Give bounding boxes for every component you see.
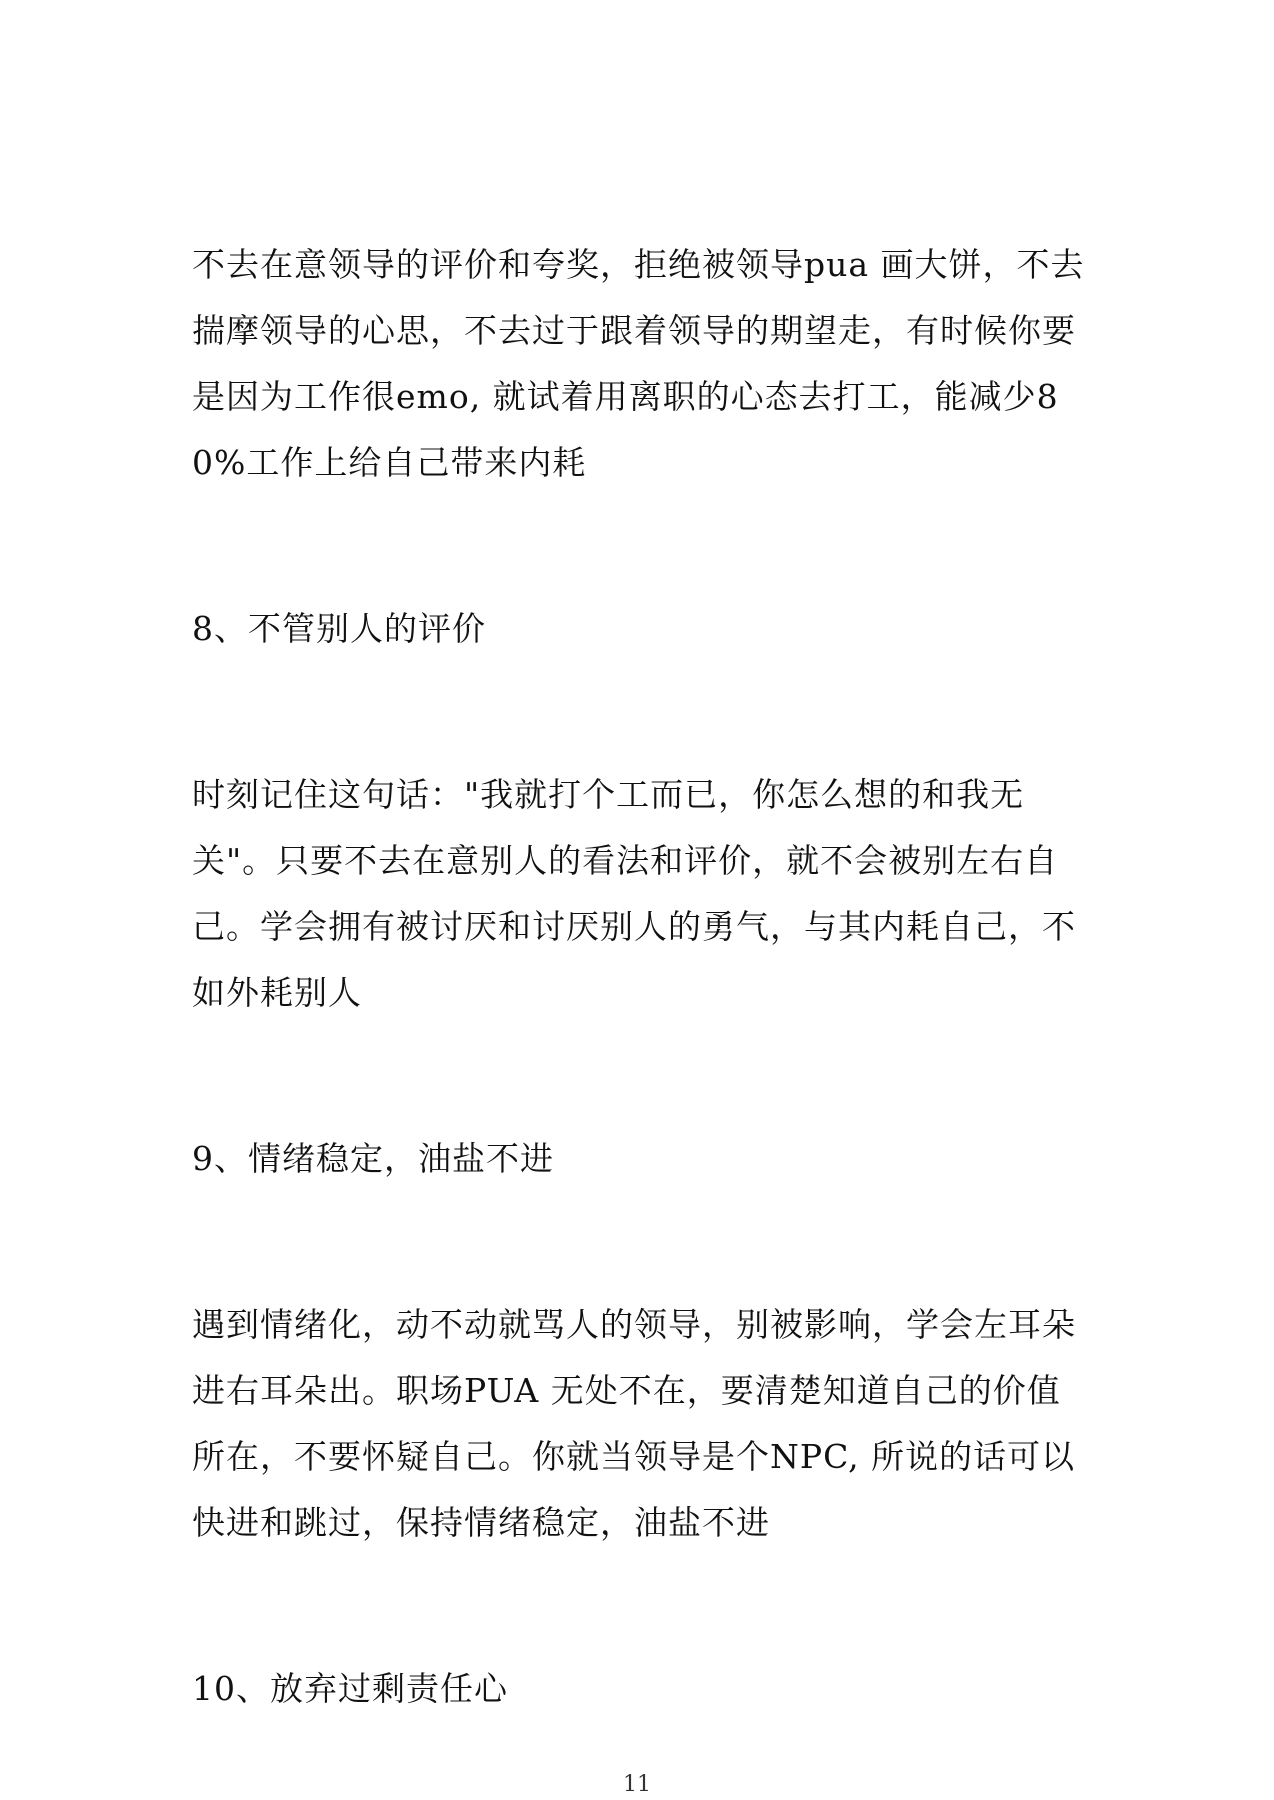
spacer bbox=[192, 496, 1092, 596]
spacer bbox=[192, 1556, 1092, 1656]
section-heading-10: 10、放弃过剩责任心 bbox=[192, 1669, 508, 1708]
paragraph-1: 不去在意领导的评价和夸奖，拒绝被领导pua 画大饼，不去揣摩领导的心思，不去过于跟着领导的期望走，有时候你要是因为工作很emo, 就试着用离职的心态去打工，能减少80%工作上给自己带来内耗 bbox=[192, 245, 1085, 482]
paragraph-3: 遇到情绪化，动不动就骂人的领导，别被影响，学会左耳朵进右耳朵出。职场PUA 无处不在，要清楚知道自己的价值所在，不要怀疑自己。你就当领导是个NPC, 所说的话可以快进和跳过，保持情绪稳定，油盐不进 bbox=[192, 1305, 1076, 1542]
spacer bbox=[192, 1026, 1092, 1126]
page-number: 11 bbox=[623, 1772, 651, 1797]
document-body bbox=[192, 232, 1092, 1722]
section-heading-8: 8、不管别人的评价 bbox=[192, 609, 486, 648]
paragraph-2: 时刻记住这句话："我就打个工而已，你怎么想的和我无关"。只要不去在意别人的看法和评价，就不会被别左右自己。学会拥有被讨厌和讨厌别人的勇气，与其内耗自己，不如外耗别人 bbox=[192, 775, 1076, 1012]
spacer bbox=[192, 662, 1092, 762]
spacer bbox=[192, 1192, 1092, 1292]
section-heading-9: 9、情绪稳定，油盐不进 bbox=[192, 1139, 554, 1178]
